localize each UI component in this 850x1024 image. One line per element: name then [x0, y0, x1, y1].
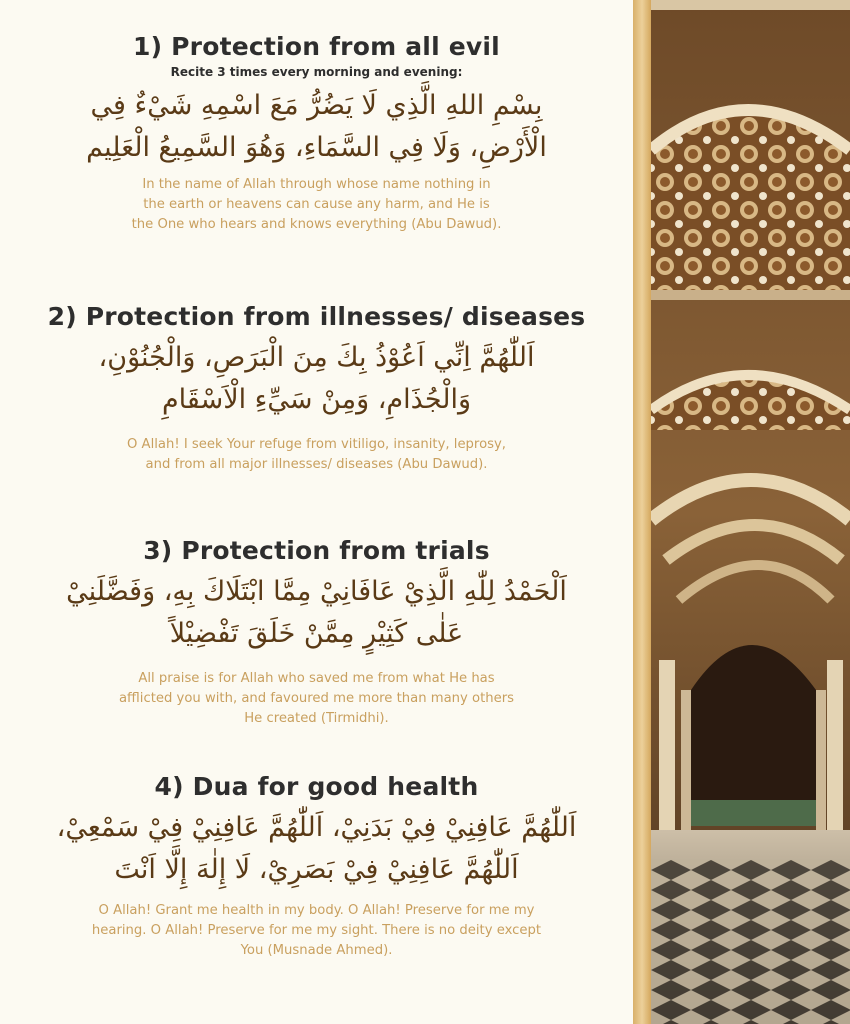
arabic-line: بِسْمِ اللهِ الَّذِي لَا يَضُرُّ مَعَ اسْمِهِ شَيْءٌ فِي	[90, 90, 543, 121]
section-protection-illness	[0, 302, 633, 475]
translation-line: the earth or heavens can cause any harm, and He is	[143, 197, 490, 212]
arabic-text	[0, 85, 633, 169]
mosque-arches-photo	[651, 0, 850, 1024]
translation-line: and from all major illnesses/ diseases (Abu Dawud).	[145, 457, 488, 472]
recitation-instruction: Recite 3 times every morning and evening:	[170, 65, 463, 79]
section-protection-trials	[0, 536, 633, 729]
translation-text	[0, 175, 633, 235]
arabic-line: اَللّٰهُمَّ عَافِنِيْ فِيْ بَصَرِيْ، لَا إِلٰهَ إِلَّا اَنْتَ	[114, 854, 519, 885]
arabic-line: اَلْحَمْدُ لِلّٰهِ الَّذِيْ عَافَانِيْ مِمَّا ابْتَلَاكَ بِهِ، وَفَضَّلَنِيْ	[66, 576, 567, 607]
arabic-text	[0, 337, 633, 421]
translation-line: O Allah! Grant me health in my body. O Allah! Preserve for me my	[98, 903, 535, 918]
arabic-text	[0, 807, 633, 891]
section-heading: 2) Protection from illnesses/ diseases	[47, 302, 586, 331]
arabic-line: وَالْجُذَامِ، وَمِنْ سَيِّءِ الْاَسْقَامِ	[161, 384, 472, 415]
translation-line: All praise is for Allah who saved me from what He has	[138, 671, 495, 686]
arabic-line: اَللّٰهُمَّ عَافِنِيْ فِيْ بَدَنِيْ، اَللّٰهُمَّ عَافِنِيْ فِيْ سَمْعِيْ،	[56, 812, 577, 843]
translation-text	[0, 435, 633, 475]
section-good-health	[0, 772, 633, 961]
section-heading: 4) Dua for good health	[154, 772, 479, 801]
gold-divider-stripe	[633, 0, 651, 1024]
arabic-text	[0, 571, 633, 655]
translation-line: hearing. O Allah! Preserve for me my sight. There is no deity except	[91, 923, 542, 938]
translation-line: the One who hears and knows everything (Abu Dawud).	[131, 217, 502, 232]
translation-line: He created (Tirmidhi).	[244, 711, 389, 726]
section-heading: 3) Protection from trials	[143, 536, 490, 565]
arabic-line: عَلٰى كَثِيْرٍ مِمَّنْ خَلَقَ تَفْضِيْلاً	[169, 618, 464, 649]
arabic-line: اَللّٰهُمَّ اِنِّي اَعُوْذُ بِكَ مِنَ الْبَرَصِ، وَالْجُنُوْنِ،	[98, 342, 535, 373]
translation-line: In the name of Allah through whose name nothing in	[142, 177, 491, 192]
section-protection-evil	[0, 32, 633, 235]
translation-text	[0, 901, 633, 961]
translation-line: You (Musnade Ahmed).	[240, 943, 393, 958]
translation-text	[0, 669, 633, 729]
translation-line: afflicted you with, and favoured me more than many others	[118, 691, 515, 706]
mosque-arches-illustration	[651, 0, 850, 1024]
translation-line: O Allah! I seek Your refuge from vitiligo, insanity, leprosy,	[126, 437, 507, 452]
arabic-line: الْأَرْضِ، وَلَا فِي السَّمَاءِ، وَهُوَ السَّمِيعُ الْعَلِيم	[86, 132, 547, 163]
section-heading: 1) Protection from all evil	[133, 32, 500, 61]
